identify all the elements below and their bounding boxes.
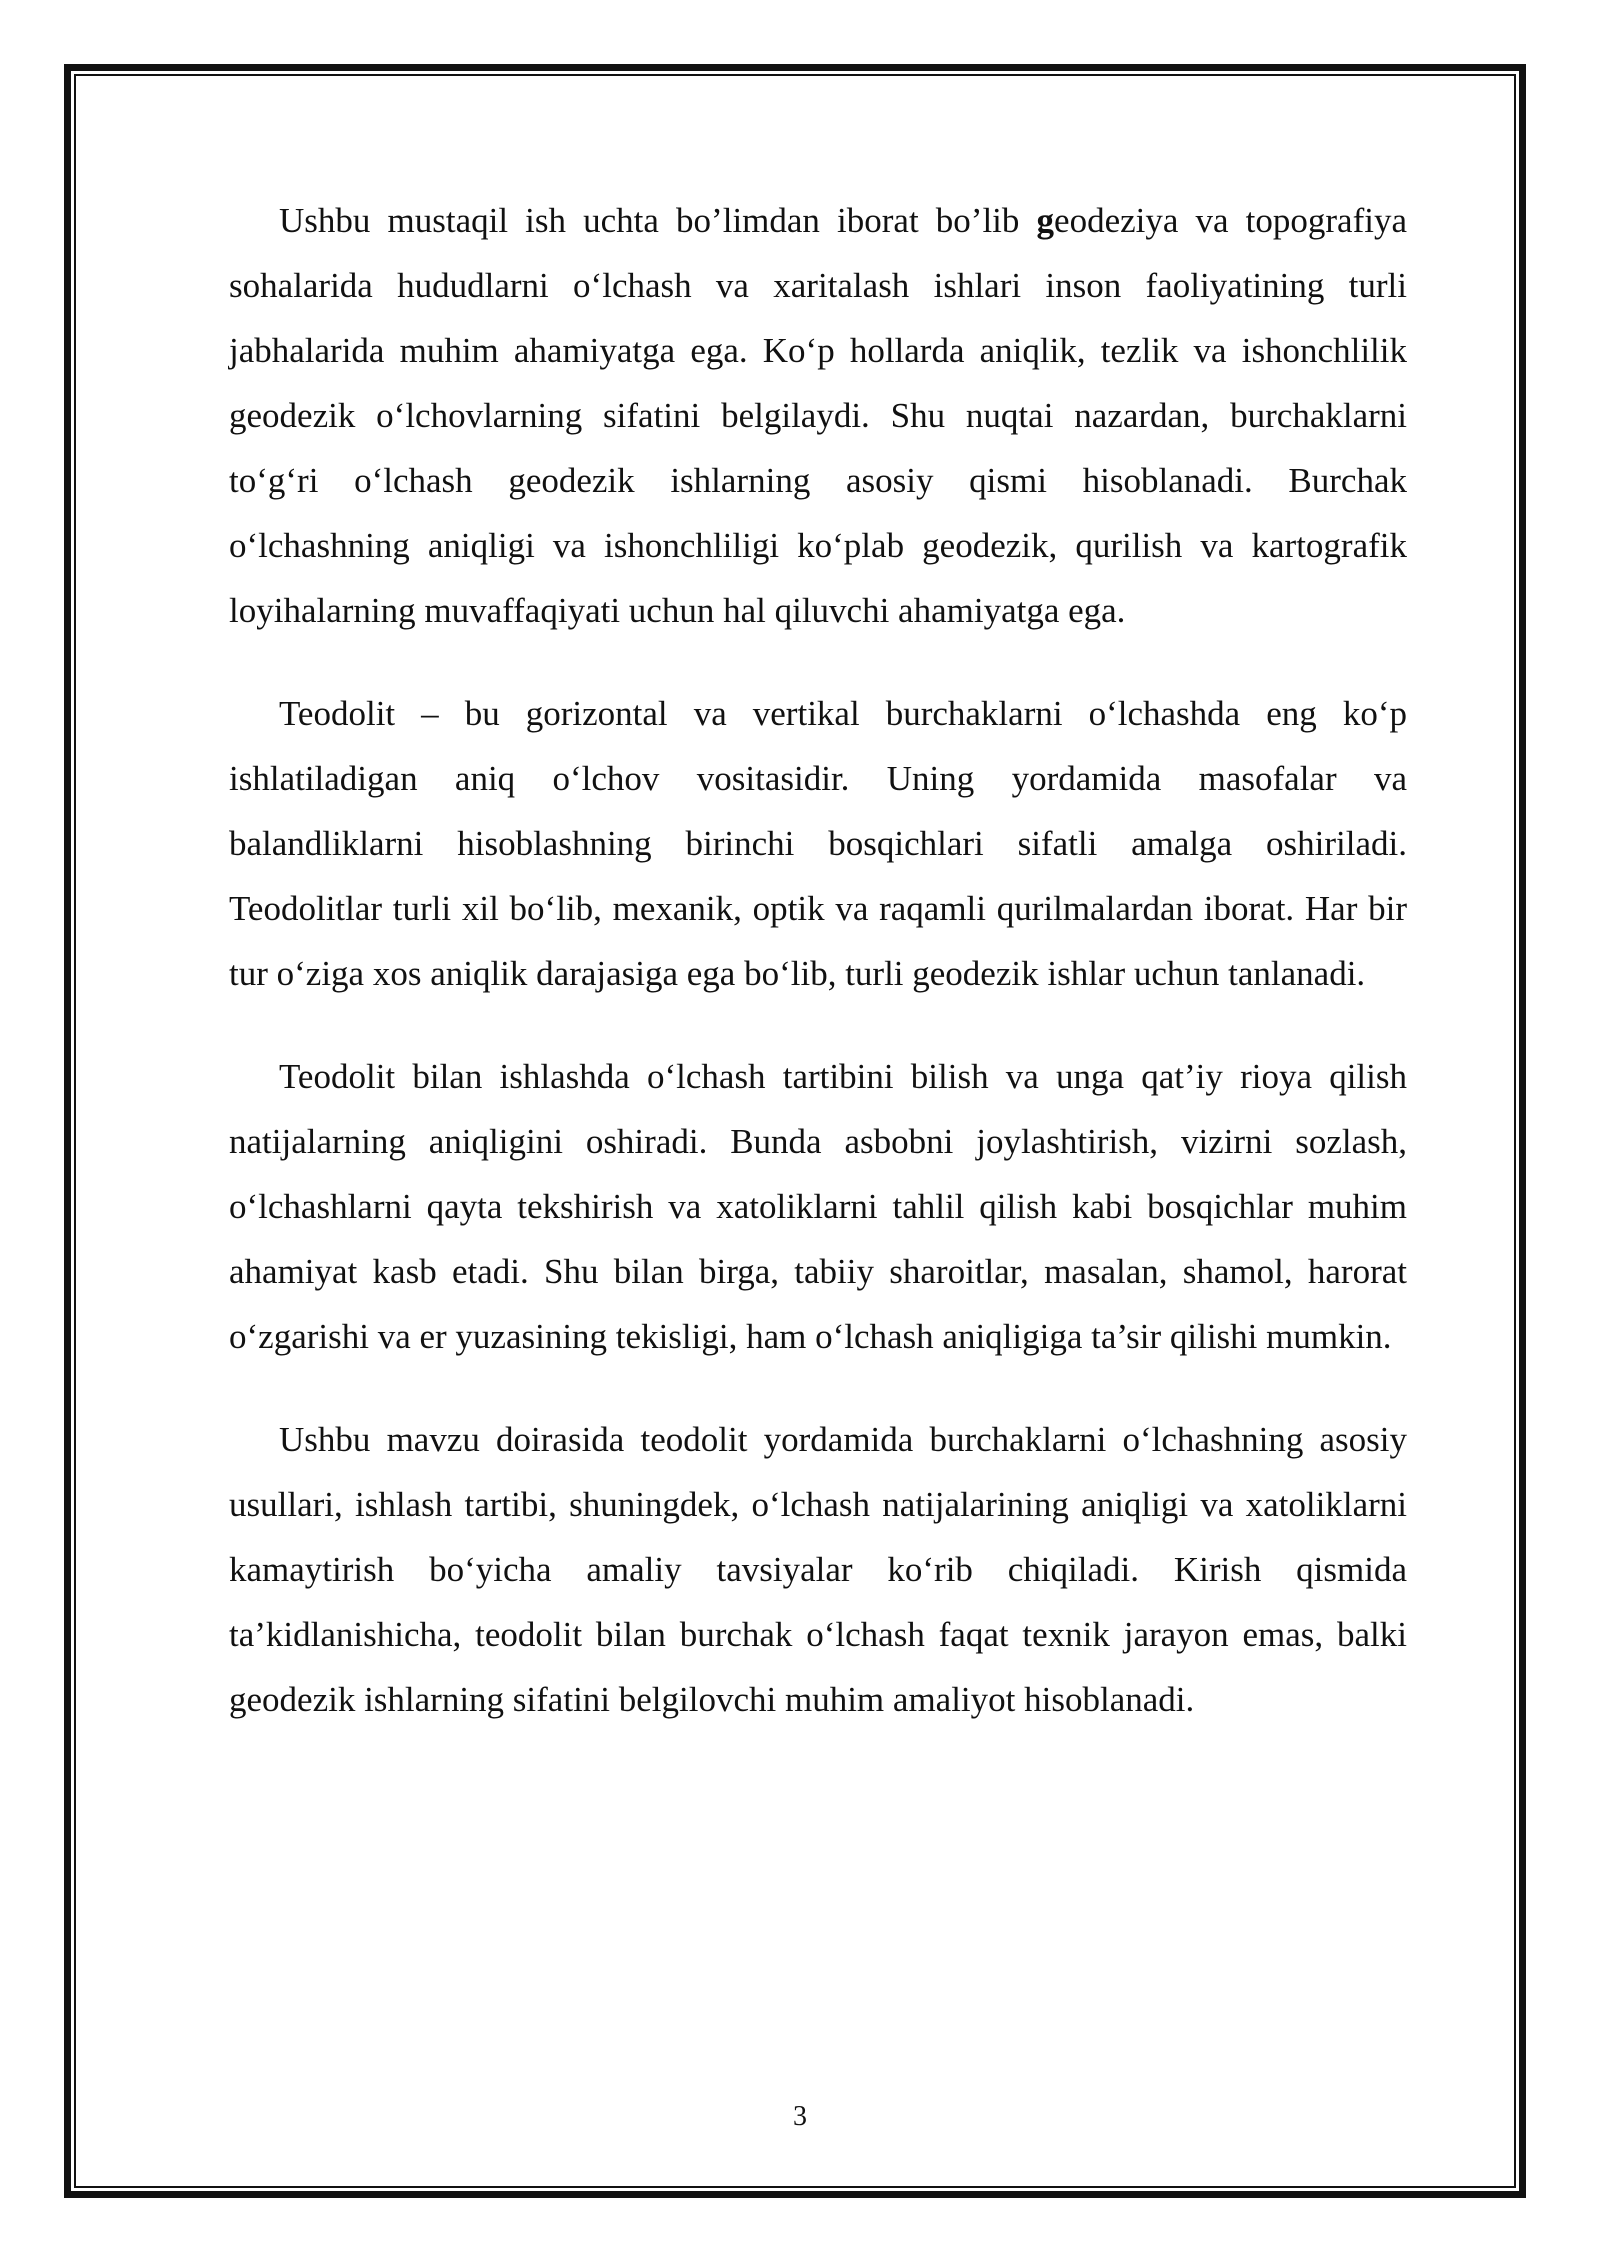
paragraph-1-bold-letter: g: [1036, 201, 1055, 240]
paragraph-1-text: eodeziya va topografiya sohalarida hududlarni o‘lchash va xaritalash ishlari inson faoliyatining turli jabhalarida muhim ahamiyatga ega. Ko‘p hollarda aniqlik, tezlik va ishonchlilik geodezik o‘lchovlarning sifatini belgilaydi. Shu nuqtai nazardan, burchaklarni to‘g‘ri o‘lchash geodezik ishlarning asosiy qismi hisoblanadi. Burchak o‘lchashning aniqligi va ishonchliligi ko‘plab geodezik, qurilish va kartografik loyihalarning muvaffaqiyati uchun hal qiluvchi ahamiyatga ega.: [229, 201, 1407, 630]
paragraph-2: Teodolit – bu gorizontal va vertikal burchaklarni o‘lchashda eng ko‘p ishlatiladigan aniq o‘lchov vositasidir. Uning yordamida masofalar va balandliklarni hisoblashning birinchi bosqichlari sifatli amalga oshiriladi. Teodolitlar turli xil bo‘lib, mexanik, optik va raqamli qurilmalardan iborat. Har bir tur o‘ziga xos aniqlik darajasiga ega bo‘lib, turli geodezik ishlar uchun tanlanadi.: [229, 694, 1407, 993]
paragraph-4: Ushbu mavzu doirasida teodolit yordamida burchaklarni o‘lchashning asosiy usullari, ishlash tartibi, shuningdek, o‘lchash natijalarining aniqligi va xatoliklarni kamaytirish bo‘yicha amaliy tavsiyalar ko‘rib chiqiladi. Kirish qismida ta’kidlanishicha, teodolit bilan burchak o‘lchash faqat texnik jarayon emas, balki geodezik ishlarning sifatini belgilovchi muhim amaliyot hisoblanadi.: [229, 1420, 1407, 1719]
paragraph-1-lead: Ushbu mustaqil ish uchta bo’limdan iborat bo’lib: [279, 201, 1037, 240]
document-body: [229, 188, 1407, 1770]
paragraph-1: [229, 188, 1407, 643]
page-number: 3: [793, 2101, 807, 2132]
paragraph-3: Teodolit bilan ishlashda o‘lchash tartibini bilish va unga qat’iy rioya qilish natijalarning aniqligini oshiradi. Bunda asbobni joylashtirish, vizirni sozlash, o‘lchashlarni qayta tekshirish va xatoliklarni tahlil qilish kabi bosqichlar muhim ahamiyat kasb etadi. Shu bilan birga, tabiiy sharoitlar, masalan, shamol, harorat o‘zgarishi va er yuzasining tekisligi, ham o‘lchash aniqligiga ta’sir qilishi mumkin.: [229, 1057, 1407, 1356]
